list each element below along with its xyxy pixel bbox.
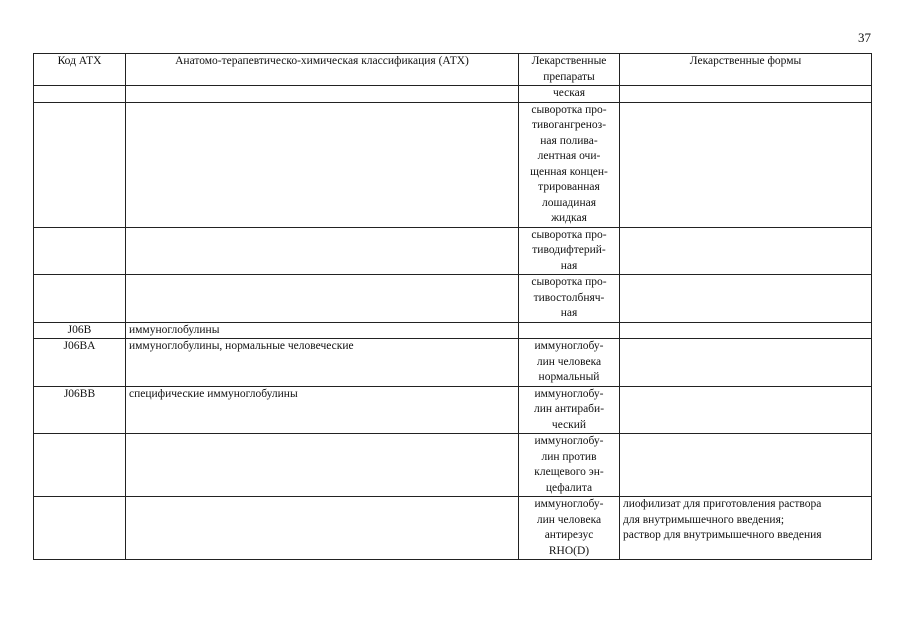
classification-cell — [126, 275, 519, 323]
drug-cell: иммуноглобу- лин человека антирезус RHO(D) — [519, 497, 620, 560]
dosage-form-cell — [620, 322, 872, 339]
classification-cell — [126, 434, 519, 497]
atx-code-cell — [34, 497, 126, 560]
classification-cell — [126, 102, 519, 227]
atx-code-cell: J06BA — [34, 339, 126, 387]
atx-code-cell: J06BB — [34, 386, 126, 434]
table-row — [34, 386, 872, 434]
classification-cell: иммуноглобулины — [126, 322, 519, 339]
drug-cell: сыворотка про- тивогангреноз- ная поливa- лентная очи- щенная концен- трированная лошадиная жидкая — [519, 102, 620, 227]
dosage-form-cell — [620, 227, 872, 275]
page-number: 37 — [858, 30, 871, 45]
dosage-form-cell — [620, 275, 872, 323]
table-row — [34, 227, 872, 275]
dosage-form-cell — [620, 386, 872, 434]
atx-table — [33, 53, 872, 560]
classification-cell — [126, 86, 519, 103]
header-code: Код АТХ — [34, 54, 126, 86]
drug-cell: иммуноглобу- лин против клещевого эн- цефалита — [519, 434, 620, 497]
dosage-form-cell: лиофилизат для приготовления раствора для внутримышечного введения; раствор для внутримышечного введения — [620, 497, 872, 560]
table-row — [34, 102, 872, 227]
dosage-form-cell — [620, 102, 872, 227]
drug-cell: сыворотка про- тивостолбняч- ная — [519, 275, 620, 323]
dosage-form-cell — [620, 434, 872, 497]
classification-cell — [126, 227, 519, 275]
table-row — [34, 339, 872, 387]
table-row — [34, 497, 872, 560]
header-drugs: Лекарственные препараты — [519, 54, 620, 86]
drug-cell: сыворотка про- тиводифтерий- ная — [519, 227, 620, 275]
drug-cell: иммуноглобу- лин антираби- ческий — [519, 386, 620, 434]
table-row — [34, 434, 872, 497]
atx-code-cell — [34, 434, 126, 497]
table-row — [34, 275, 872, 323]
header-classification: Анатомо-терапевтическо-химическая классификация (АТХ) — [126, 54, 519, 86]
dosage-form-cell — [620, 339, 872, 387]
classification-cell: специфические иммуноглобулины — [126, 386, 519, 434]
atx-code-cell — [34, 227, 126, 275]
table-row — [34, 86, 872, 103]
table-header-row — [34, 54, 872, 86]
atx-code-cell — [34, 275, 126, 323]
table-row — [34, 322, 872, 339]
header-forms: Лекарственные формы — [620, 54, 872, 86]
drug-cell — [519, 322, 620, 339]
classification-cell — [126, 497, 519, 560]
atx-code-cell — [34, 102, 126, 227]
classification-cell: иммуноглобулины, нормальные человеческие — [126, 339, 519, 387]
atx-code-cell: J06B — [34, 322, 126, 339]
drug-cell: ческая — [519, 86, 620, 103]
drug-cell: иммуноглобу- лин человека нормальный — [519, 339, 620, 387]
atx-code-cell — [34, 86, 126, 103]
dosage-form-cell — [620, 86, 872, 103]
